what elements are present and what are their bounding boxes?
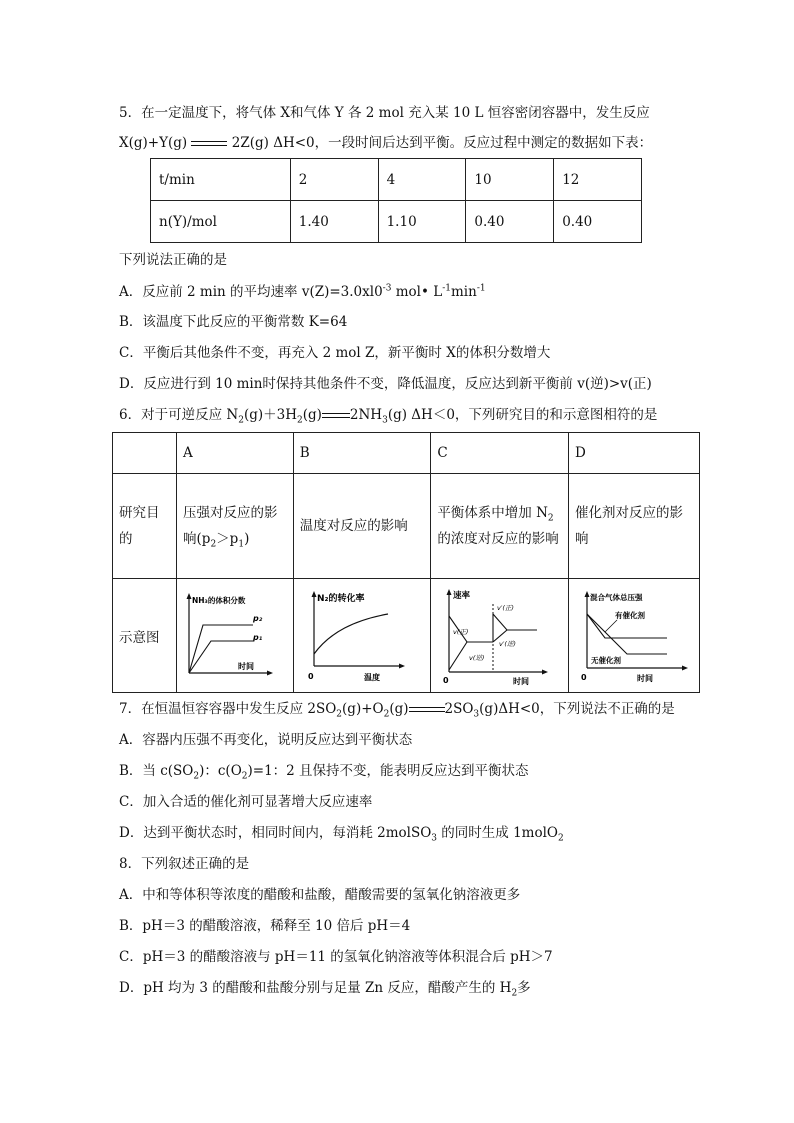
table-cell [431, 474, 569, 579]
q7-stem-text: 2SO [444, 701, 474, 717]
table-cell [569, 579, 700, 693]
figure-d [575, 588, 693, 684]
table-row [113, 433, 700, 474]
q6-comparison-table [112, 432, 700, 693]
q5-a-unit: min [451, 284, 477, 300]
q7-option-c: C．加入合适的催化剂可显著增大反应速率 [119, 794, 373, 810]
table-row [113, 579, 700, 693]
q7-option-d [119, 824, 564, 842]
fig-c-v4: v(逆) [469, 653, 485, 662]
fig-b-ylabel: N₂的转化率 [316, 594, 365, 604]
equilibrium-arrow-icon [409, 705, 445, 715]
q5-a-exp: -3 [382, 283, 392, 294]
purpose-a-text: ＞p [216, 531, 239, 547]
purpose-a-text: 压强对反应的影响(p [183, 505, 278, 547]
fig-b-origin: 0 [307, 672, 314, 681]
table-row [151, 159, 642, 201]
table-cell: 0.40 [554, 201, 642, 243]
q7-b-text: B．当 c(SO [119, 763, 194, 779]
table-cell: 温度对反应的影响 [293, 474, 431, 579]
q5-option-b: B．该温度下此反应的平衡常数 K=64 [119, 314, 348, 330]
subscript: 2 [296, 415, 303, 426]
q5-a-text: A．反应前 2 min 的平均速率 v(Z)=3.0xl0 [119, 284, 383, 300]
equilibrium-arrow-icon [191, 139, 227, 149]
table-cell [113, 433, 177, 474]
q5-option-c: C．平衡后其他条件不变，再充入 2 mol Z，新平衡时 X的体积分数增大 [119, 345, 551, 361]
table-cell [293, 579, 431, 693]
q5-eq-left: X(g)+Y(g) [119, 135, 188, 151]
q5-stem-line1: 5．在一定温度下，将气体 X和气体 Y 各 2 mol 充入某 10 L 恒容密闭容器中，发生反应 [119, 105, 650, 121]
fig-a-p2: p₂ [253, 613, 263, 623]
table-cell: 10 [466, 159, 554, 201]
q8-d-text: D．pH 均为 3 的醋酸和盐酸分别与足量 Zn 反应，醋酸产生的 H [119, 980, 512, 996]
q5-eq-right: 2Z(g) ΔH<0，一段时间后达到平衡。反应过程中测定的数据如下表： [231, 135, 653, 151]
q7-b-text: )：c(O [199, 763, 242, 779]
q5-option-a [119, 283, 486, 301]
fig-c-v3: v′(逆) [499, 639, 517, 648]
q7-option-a: A．容器内压强不再变化，说明反应达到平衡状态 [119, 732, 413, 748]
q8-option-c: C．pH＝3 的醋酸溶液与 pH＝11 的氢氧化钠溶液等体积混合后 pH＞7 [119, 949, 553, 965]
fig-b-xlabel: 温度 [363, 673, 380, 682]
q7-stem-text: (g)ΔH<0，下列说法不正确的是 [479, 701, 675, 717]
table-cell: 1.40 [290, 201, 378, 243]
table-cell: 示意图 [113, 579, 177, 693]
fig-a-ylabel: NH₃的体积分数 [192, 595, 246, 605]
q5-a-exp: -1 [442, 283, 451, 294]
fig-d-nocat: 无催化剂 [591, 655, 621, 665]
q8-d-text: 多 [517, 980, 531, 996]
fig-c-xlabel: 时间 [513, 676, 530, 686]
subscript: 2 [547, 513, 554, 524]
table-cell: D [569, 433, 700, 474]
q5-a-exp: -1 [476, 283, 486, 294]
table-cell: 催化剂对反应的影响 [569, 474, 700, 579]
table-cell: B [293, 433, 431, 474]
fig-d-cat: 有催化剂 [615, 610, 645, 620]
q7-option-b [119, 762, 529, 780]
table-cell [177, 579, 294, 693]
fig-c-ylabel: 速率 [453, 590, 471, 601]
table-row [151, 201, 642, 243]
q7-stem-text: (g)+O [342, 701, 384, 717]
subscript: 3 [382, 415, 388, 426]
subscript: 2 [238, 415, 244, 426]
equilibrium-arrow-icon [322, 411, 350, 421]
q8-option-a: A．中和等体积等浓度的醋酸和盐酸，醋酸需要的氢氧化钠溶液更多 [119, 887, 521, 903]
q7-stem [119, 700, 675, 718]
q5-stem-line2 [119, 134, 652, 152]
q6-stem-text: 6．对于可逆反应 N [119, 407, 239, 423]
table-cell [431, 579, 569, 693]
fig-c-origin: 0 [443, 675, 449, 685]
figure-b [300, 588, 410, 683]
fig-a-xlabel: 时间 [238, 661, 255, 671]
table-cell: A [177, 433, 294, 474]
q5-a-unit: mol• L [391, 284, 443, 300]
q6-stem-text: (g)＋3H [243, 407, 297, 423]
figure-c [437, 586, 549, 686]
q8-stem: 8．下列叙述正确的是 [119, 856, 250, 872]
table-cell: 12 [554, 159, 642, 201]
q7-d-text: 的同时生成 1molO [437, 825, 559, 841]
fig-c-v1: v′(正) [497, 603, 515, 612]
subscript: 2 [210, 539, 217, 550]
subscript: 2 [511, 988, 518, 999]
subscript: 2 [383, 709, 390, 720]
table-cell: 1.10 [378, 201, 466, 243]
table-cell: 研究目的 [113, 474, 177, 579]
q5-option-d: D．反应进行到 10 min时保持其他条件不变，降低温度，反应达到新平衡前 v(逆)>v(正) [119, 376, 652, 392]
q5-prompt: 下列说法正确的是 [119, 252, 227, 268]
subscript: 2 [241, 771, 248, 782]
purpose-a-text: ) [244, 531, 250, 547]
subscript: 2 [558, 833, 564, 844]
q8-option-b: B．pH＝3 的醋酸溶液，稀释至 10 倍后 pH＝4 [119, 918, 411, 934]
fig-c-v2: v(正) [453, 627, 469, 636]
q7-stem-text: (g) [389, 701, 409, 717]
table-cell: 0.40 [466, 201, 554, 243]
purpose-c-text: 平衡体系中增加 N [437, 505, 548, 521]
subscript: 2 [336, 709, 343, 720]
figure-a [183, 591, 275, 681]
subscript: 3 [431, 833, 438, 844]
q6-stem [119, 406, 657, 424]
table-cell: 2 [290, 159, 378, 201]
subscript: 2 [193, 771, 200, 782]
q7-d-text: D．达到平衡状态时，相同时间内，每消耗 2molSO [119, 825, 432, 841]
q7-b-text: )=1：2 且保持不变，能表明反应达到平衡状态 [247, 763, 529, 779]
fig-d-origin: 0 [581, 672, 587, 682]
q6-stem-text: 2NH [349, 407, 383, 423]
fig-d-ylabel: 混合气体总压强 [590, 592, 643, 602]
q5-data-table [150, 158, 642, 243]
q7-stem-text: 7．在恒温恒容容器中发生反应 2SO [119, 701, 337, 717]
subscript: 3 [473, 709, 480, 720]
q6-stem-text: (g) ΔH＜0，下列研究目的和示意图相符的是 [387, 407, 658, 423]
table-row [113, 474, 700, 579]
q8-option-d [119, 979, 531, 997]
table-cell: t/min [151, 159, 291, 201]
table-cell: C [431, 433, 569, 474]
table-cell: 4 [378, 159, 466, 201]
purpose-c-text: 的浓度对反应的影响 [437, 531, 559, 547]
table-cell: n(Y)/mol [151, 201, 291, 243]
q6-stem-text: (g) [302, 407, 322, 423]
table-cell: 压强对反应的影响$(p_2>p_1)$ [177, 474, 294, 579]
fig-d-xlabel: 时间 [637, 673, 653, 683]
fig-a-p1: p₁ [253, 632, 263, 642]
